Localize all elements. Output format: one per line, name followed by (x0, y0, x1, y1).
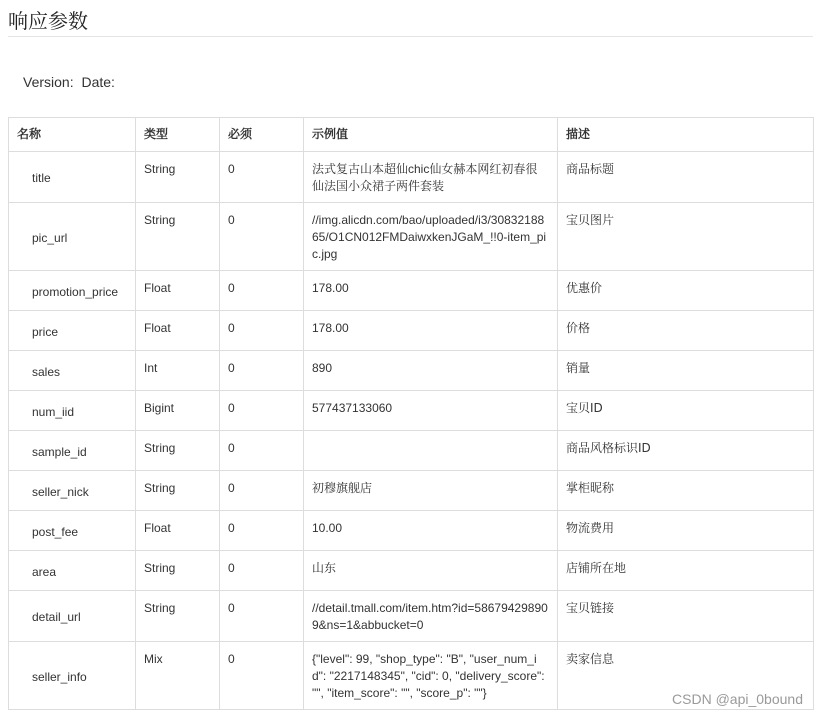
param-example-cell: 178.00 (304, 311, 558, 351)
param-required-cell: 0 (220, 551, 304, 591)
param-type-cell: Bigint (136, 391, 220, 431)
param-required-cell: 0 (220, 203, 304, 271)
table-row (9, 203, 814, 271)
param-type-cell: String (136, 152, 220, 203)
param-name-cell: post_fee (9, 511, 136, 551)
param-required-cell: 0 (220, 391, 304, 431)
param-example-cell: {"level": 99, "shop_type": "B", "user_num_id": "2217148345", "cid": 0, "delivery_score": "", "item_score": "", "score_p": ""} (304, 642, 558, 710)
param-example-cell: 577437133060 (304, 391, 558, 431)
table-row (9, 471, 814, 511)
param-example-cell: //detail.tmall.com/item.htm?id=586794298909&ns=1&abbucket=0 (304, 591, 558, 642)
param-description-cell: 掌柜昵称 (558, 471, 814, 511)
param-example-cell: 10.00 (304, 511, 558, 551)
param-required-cell: 0 (220, 591, 304, 642)
param-type-cell: Mix (136, 642, 220, 710)
table-row (9, 551, 814, 591)
table-header-row (9, 118, 814, 152)
table-row (9, 271, 814, 311)
param-required-cell: 0 (220, 152, 304, 203)
param-description-cell: 卖家信息 (558, 642, 814, 710)
header-type: 类型 (136, 118, 220, 152)
param-name-cell: sales (9, 351, 136, 391)
param-required-cell: 0 (220, 471, 304, 511)
header-example: 示例值 (304, 118, 558, 152)
param-required-cell: 0 (220, 511, 304, 551)
csdn-watermark: CSDN @api_0bound (672, 691, 803, 707)
param-name-cell: seller_nick (9, 471, 136, 511)
param-type-cell: String (136, 551, 220, 591)
param-description-cell: 商品标题 (558, 152, 814, 203)
header-required: 必须 (220, 118, 304, 152)
param-required-cell: 0 (220, 311, 304, 351)
param-name-cell: num_iid (9, 391, 136, 431)
param-description-cell: 优惠价 (558, 271, 814, 311)
param-required-cell: 0 (220, 351, 304, 391)
param-name-cell: detail_url (9, 591, 136, 642)
param-description-cell: 商品风格标识ID (558, 431, 814, 471)
page-title: 响应参数 (8, 9, 88, 33)
param-required-cell: 0 (220, 431, 304, 471)
param-type-cell: Int (136, 351, 220, 391)
table-row (9, 431, 814, 471)
response-params-table (8, 117, 814, 710)
param-required-cell: 0 (220, 642, 304, 710)
param-type-cell: Float (136, 311, 220, 351)
table-row (9, 311, 814, 351)
param-type-cell: String (136, 203, 220, 271)
header-description: 描述 (558, 118, 814, 152)
param-example-cell: 山东 (304, 551, 558, 591)
param-description-cell: 宝贝图片 (558, 203, 814, 271)
param-name-cell: seller_info (9, 642, 136, 710)
table-row (9, 591, 814, 642)
param-type-cell: Float (136, 511, 220, 551)
param-name-cell: pic_url (9, 203, 136, 271)
param-description-cell: 物流费用 (558, 511, 814, 551)
param-type-cell: Float (136, 271, 220, 311)
param-type-cell: String (136, 471, 220, 511)
title-divider (8, 36, 813, 37)
param-example-cell: 法式复古山本超仙chic仙女赫本网红初春很仙法国小众裙子两件套装 (304, 152, 558, 203)
param-example-cell: 初穆旗舰店 (304, 471, 558, 511)
param-example-cell: 890 (304, 351, 558, 391)
param-name-cell: sample_id (9, 431, 136, 471)
param-example-cell: //img.alicdn.com/bao/uploaded/i3/3083218865/O1CN012FMDaiwxkenJGaM_!!0-item_pic.jpg (304, 203, 558, 271)
param-description-cell: 店铺所在地 (558, 551, 814, 591)
table-row (9, 351, 814, 391)
table-row (9, 391, 814, 431)
param-name-cell: title (9, 152, 136, 203)
param-example-cell: 178.00 (304, 271, 558, 311)
version-date-line (23, 74, 119, 90)
param-name-cell: area (9, 551, 136, 591)
table-row (9, 152, 814, 203)
date-label: Date: (81, 74, 115, 90)
version-label: Version: (23, 74, 74, 90)
param-name-cell: promotion_price (9, 271, 136, 311)
param-type-cell: String (136, 591, 220, 642)
param-description-cell: 宝贝链接 (558, 591, 814, 642)
table-row (9, 511, 814, 551)
param-example-cell (304, 431, 558, 471)
header-name: 名称 (9, 118, 136, 152)
param-type-cell: String (136, 431, 220, 471)
param-description-cell: 价格 (558, 311, 814, 351)
param-description-cell: 销量 (558, 351, 814, 391)
param-description-cell: 宝贝ID (558, 391, 814, 431)
param-name-cell: price (9, 311, 136, 351)
param-required-cell: 0 (220, 271, 304, 311)
